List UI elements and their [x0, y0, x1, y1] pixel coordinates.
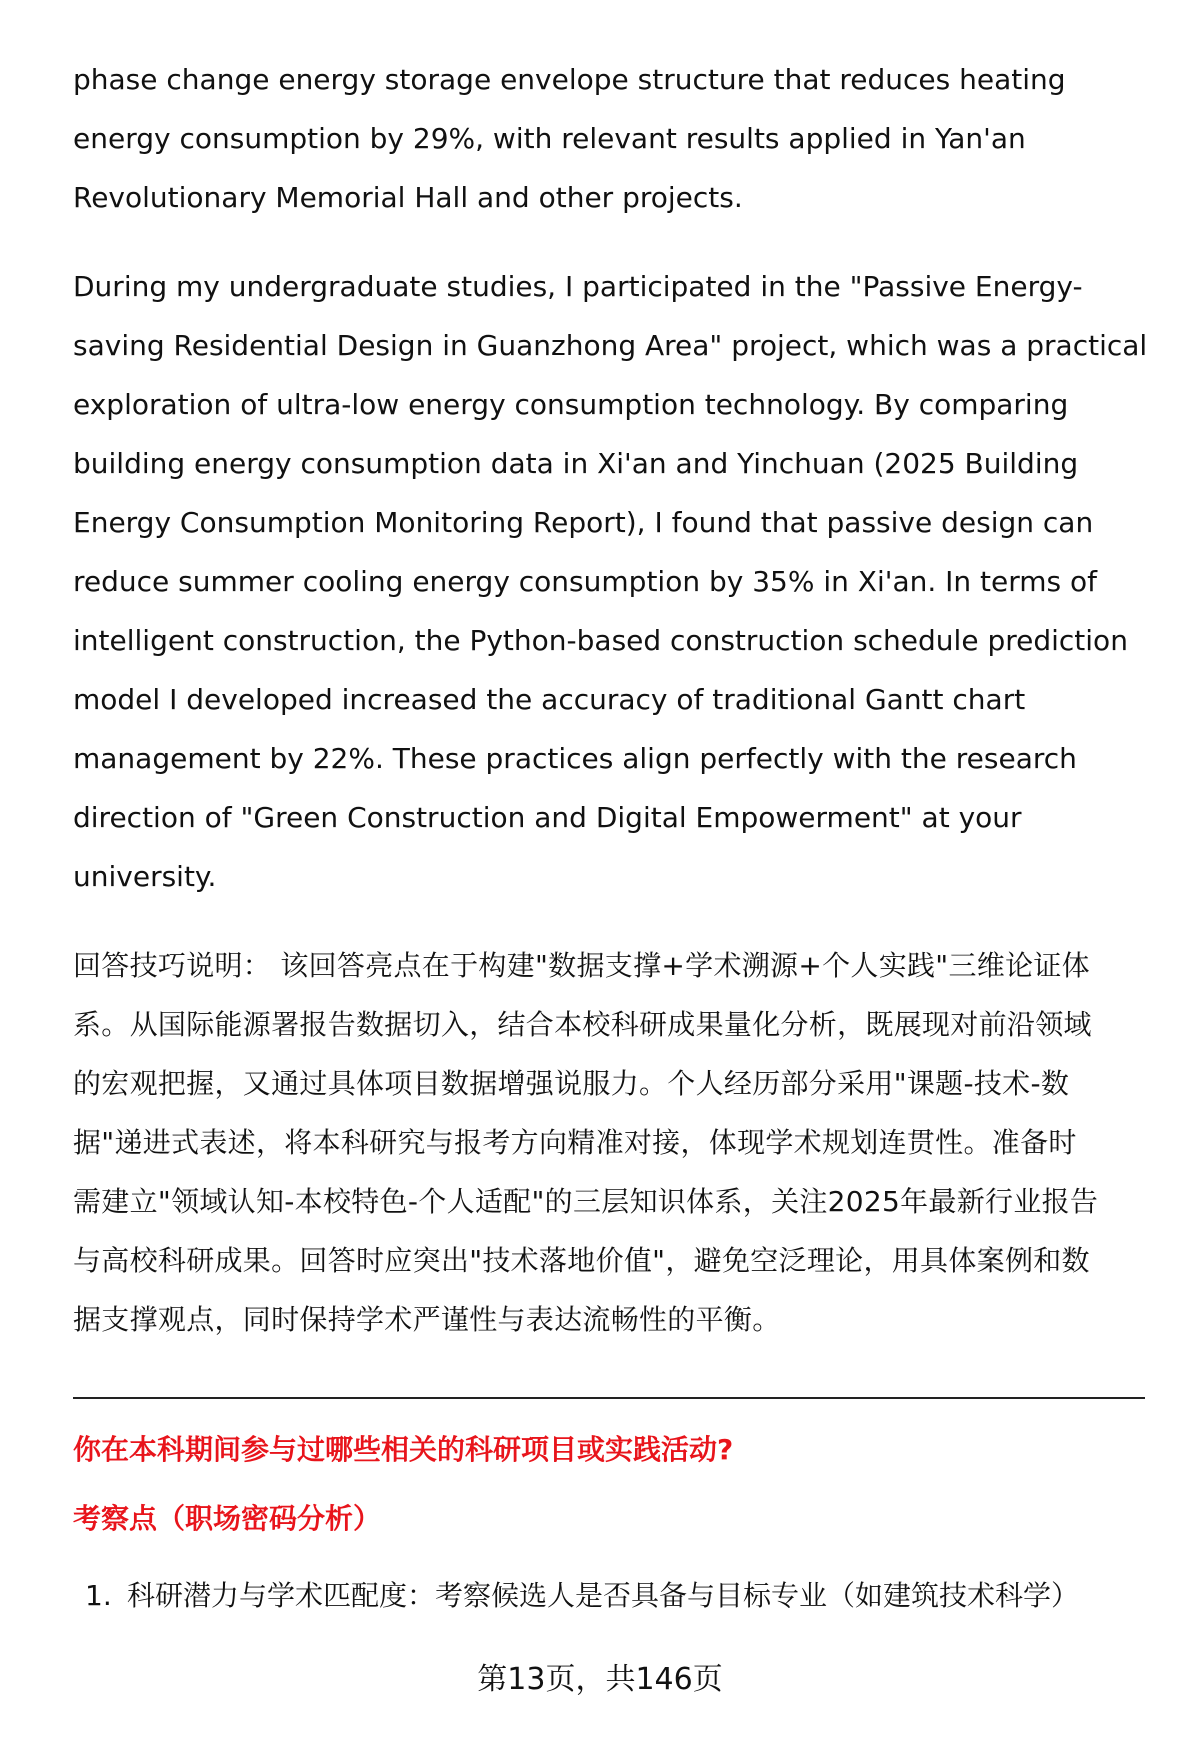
- section-divider: [73, 1397, 1145, 1399]
- text-line: reduce summer cooling energy consumption by 35% in Xi'an. In terms of: [73, 565, 1098, 598]
- answer-tips-paragraph: [73, 936, 1153, 1349]
- text-line: 回答技巧说明： 该回答亮点在于构建"数据支撑+学术溯源+个人实践"三维论证体: [73, 949, 1090, 982]
- text-line: university.: [73, 860, 217, 893]
- page-number: 第13页，共146页: [477, 1662, 723, 1697]
- text-line: management by 22%. These practices align perfectly with the research: [73, 742, 1077, 775]
- text-line: 据支撑观点，同时保持学术严谨性与表达流畅性的平衡。: [73, 1303, 781, 1336]
- text-line: During my undergraduate studies, I participated in the "Passive Energy-: [73, 270, 1083, 303]
- text-line: building energy consumption data in Xi'an and Yinchuan (2025 Building: [73, 447, 1079, 480]
- text-line: Energy Consumption Monitoring Report), I found that passive design can: [73, 506, 1094, 539]
- text-line: 系。从国际能源署报告数据切入，结合本校科研成果量化分析，既展现对前沿领域: [73, 1008, 1092, 1041]
- list-text: 科研潜力与学术匹配度：考察候选人是否具备与目标专业（如建筑技术科学）: [127, 1579, 1080, 1612]
- text-line: 需建立"领域认知-本校特色-个人适配"的三层知识体系，关注2025年最新行业报告: [73, 1185, 1099, 1218]
- list-item: [85, 1574, 1079, 1618]
- assessment-subheading: 考察点（职场密码分析）: [73, 1502, 382, 1535]
- text-line: phase change energy storage envelope structure that reduces heating: [73, 63, 1066, 96]
- text-line: model I developed increased the accuracy of traditional Gantt chart: [73, 683, 1026, 716]
- text-line: exploration of ultra-low energy consumption technology. By comparing: [73, 388, 1069, 421]
- paragraph-2: [73, 257, 1153, 906]
- text-line: 与高校科研成果。回答时应突出"技术落地价值"，避免空泛理论，用具体案例和数: [73, 1244, 1090, 1277]
- question-heading: 你在本科期间参与过哪些相关的科研项目或实践活动?: [73, 1433, 734, 1466]
- text-line: energy consumption by 29%, with relevant results applied in Yan'an: [73, 122, 1026, 155]
- text-line: saving Residential Design in Guanzhong Area" project, which was a practical: [73, 329, 1148, 362]
- text-line: Revolutionary Memorial Hall and other projects.: [73, 181, 743, 214]
- list-number: 1.: [85, 1579, 112, 1612]
- paragraph-1: [73, 50, 1153, 227]
- text-line: 据"递进式表述，将本科研究与报考方向精准对接，体现学术规划连贯性。准备时: [73, 1126, 1077, 1159]
- text-line: intelligent construction, the Python-based construction schedule prediction: [73, 624, 1128, 657]
- text-line: 的宏观把握，又通过具体项目数据增强说服力。个人经历部分采用"课题-技术-数: [73, 1067, 1070, 1100]
- text-line: direction of "Green Construction and Digital Empowerment" at your: [73, 801, 1022, 834]
